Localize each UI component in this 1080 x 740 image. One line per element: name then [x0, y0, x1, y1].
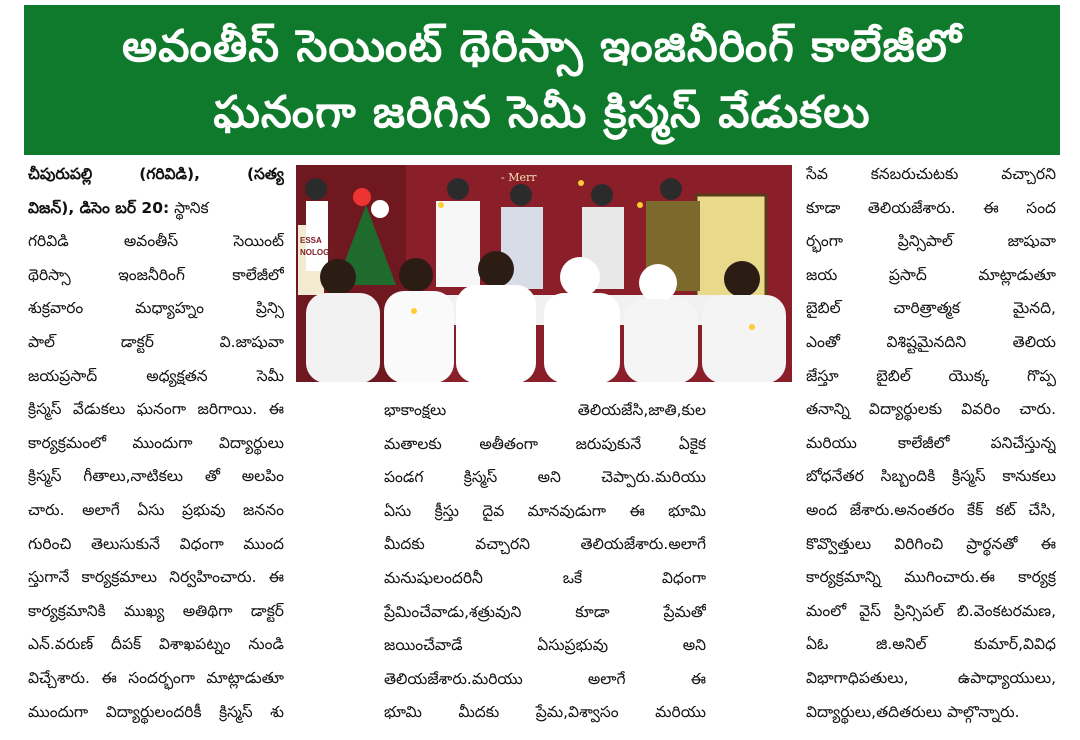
article-line: విద్యార్థులు,తదితరులు పాల్గొన్నారు. [806, 702, 1020, 721]
article-line: థెరిస్సా ఇంజనీరింగ్ కాలేజీలో [28, 265, 284, 284]
article-column-2 [384, 394, 706, 730]
article-line: బోధనేతర సిబ్బందికి క్రిస్మస్ కానుకలు [806, 467, 1056, 486]
dateline-line-2 [28, 192, 284, 226]
dateline: చీపురుపల్లి (గరివిడి), (సత్య [28, 165, 284, 183]
article-line: మీదకు వచ్చారని తెలియజేశారు.అలాగే [384, 535, 706, 554]
photo-banner-text: - Merr [501, 171, 537, 184]
article-line: జయించేవాడే ఏసుప్రభువు అని [384, 636, 706, 655]
article-column-1 [28, 158, 284, 729]
article-line: తెలియజేశారు.మరియు అలాగే ఈ [384, 669, 706, 688]
article-column-3 [806, 158, 1056, 729]
article-line: కార్యక్రమానికి ముఖ్య అతిథిగా డాక్టర్ [28, 601, 284, 620]
article-line: భూమి మీదకు ప్రేమ,విశ్వాసం మరియు [384, 703, 706, 722]
article-line: ర్భంగా ప్రిన్సిపాల్ జాషువా [806, 232, 1056, 251]
article-line: జయప్రసాద్ అధ్యక్షతన సెమీ [28, 366, 284, 385]
article-line: చారు. అలాగే ఏసు ప్రభువు జననం [28, 500, 284, 519]
standee-text-line: ESSA [300, 236, 322, 245]
headline-banner [24, 5, 1060, 155]
article-line: స్తుగానే కార్యక్రమాలు నిర్వహించారు. ఈ [28, 568, 284, 587]
article-line: కార్యక్రమాన్ని ముగించారు.ఈ కార్యక్ర [806, 568, 1056, 587]
article-line: ఏఓ జి.అనిల్ కుమార్,వివిధ [806, 635, 1056, 654]
article-line: శుక్రవారం మధ్యాహ్నం ప్రిన్సి [28, 299, 284, 318]
article-line: మనుషులందరినీ ఒకే విధంగా [384, 568, 706, 587]
article-line: స్థానిక [174, 198, 209, 217]
article-line: క్రిస్మస్ గీతాలు,నాటికలు తో అలపిం [28, 467, 284, 486]
headline-line-2: ఘనంగా జరిగిన సెమీ క్రిస్మస్ వేడుకలు [213, 87, 871, 138]
article-line: ఏసు క్రీస్తు దైవ మానవుడుగా ఈ భూమి [384, 501, 706, 520]
dateline-date: విజన్), డిసెం బర్ 20: [28, 198, 170, 217]
article-line: జయ ప్రసాద్ మాట్లాడుతూ [806, 265, 1056, 284]
article-line: గురించి తెలుసుకునే విధంగా ముంద [28, 534, 284, 553]
article-line: కూడా తెలియజేశారు. ఈ సంద [806, 198, 1056, 217]
article-line: పాల్ డాక్టర్ వి.జాషువా [28, 332, 284, 351]
article-line: ముందుగా విద్యార్థులందరికీ క్రిస్మస్ శు [28, 702, 284, 721]
article-line: మంలో వైస్ ప్రిన్సిపల్ బి.వెంకటరమణ, [806, 601, 1056, 620]
article-line: విభాగాధిపతులు, ఉపాధ్యాయులు, [806, 668, 1056, 687]
article-line: బైబిల్ చారిత్రాత్మక మైనది, [806, 299, 1056, 318]
article-line: ప్రేమించేవాడు,శత్రువుని కూడా ప్రేమతో [384, 602, 706, 621]
event-photo [296, 165, 792, 382]
article-line: జేస్తూ బైబిల్ యొక్క గొప్ప [806, 366, 1056, 385]
article-line: గరివిడి అవంతీస్ సెయింట్ [28, 232, 284, 251]
event-photo-illustration [296, 165, 792, 382]
article-line: ఎన్.వరుణ్ దీపక్ విశాఖపట్నం నుండి [28, 635, 284, 654]
article-line: కార్యక్రమంలో ముందుగా విద్యార్థులు [28, 433, 284, 452]
article-line: మతాలకు అతీతంగా జరుపుకునే ఏకైక [384, 434, 706, 453]
article-line: ఎంతో విశిష్టమైనదిని తెలియ [806, 332, 1056, 351]
article-line: తనాన్ని విద్యార్థులకు వివరిం చారు. [806, 400, 1056, 419]
article-line: సేవ కనబరుచుటకు వచ్చారని [806, 165, 1056, 183]
article-line: కొవ్వొత్తులు విరిగించి ప్రార్థనతో ఈ [806, 534, 1056, 553]
headline-line-1: అవంతీస్ సెయింట్ థెరిస్సా ఇంజినీరింగ్ కాలేజీలో [122, 21, 962, 72]
article-line: భాకాంక్షలు తెలియజేసి,జాతి,కుల [384, 401, 706, 419]
article-line: పండగ క్రిస్మస్ అని చెప్పారు.మరియు [384, 468, 706, 487]
article-line: క్రిస్మస్ వేడుకలు ఘనంగా జరిగాయి. ఈ [28, 400, 284, 419]
article-line: మరియు కాలేజీలో పనిచేస్తున్న [806, 433, 1056, 452]
article-line: అంద జేశారు.అనంతరం కేక్ కట్ చేసి, [806, 500, 1056, 519]
standee-text-line: NOLOGY [300, 248, 335, 257]
article-line: విచ్చేశారు. ఈ సందర్భంగా మాట్లాడుతూ [28, 668, 284, 687]
